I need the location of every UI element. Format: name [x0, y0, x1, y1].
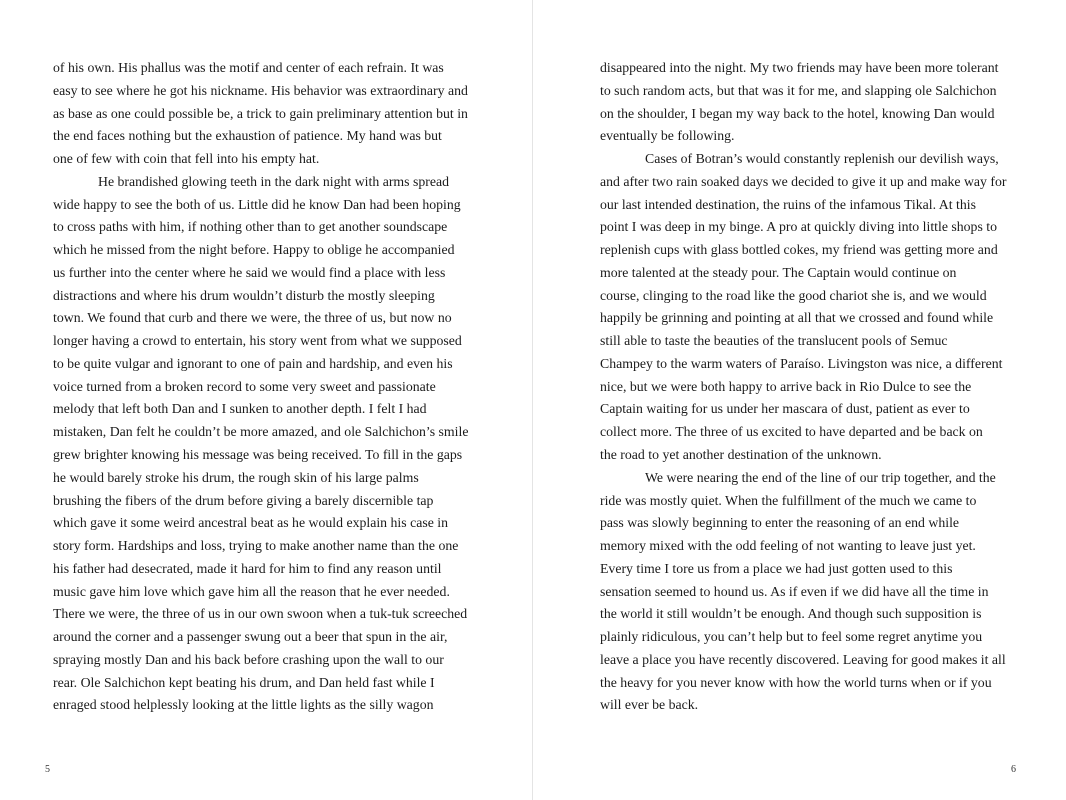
text-line: memory mixed with the odd feeling of not wanting to leave just yet.	[600, 538, 976, 554]
text-line: distractions and where his drum wouldn’t disturb the mostly sleeping	[53, 287, 435, 303]
text-line: our last intended destination, the ruins of the infamous Tikal. At this	[600, 196, 976, 212]
text-line: course, clinging to the road like the good chariot she is, and we would	[600, 287, 987, 303]
paragraph-start-line: Cases of Botran’s would constantly replenish our devilish ways,	[645, 151, 999, 167]
text-line: the road to yet another destination of the unknown.	[600, 447, 882, 463]
text-line: and after two rain soaked days we decided to give it up and make way for	[600, 173, 1007, 189]
right-page	[533, 0, 1066, 800]
text-line: still able to taste the beauties of the translucent pools of Semuc	[600, 333, 948, 349]
text-line: town. We found that curb and there we were, the three of us, but now no	[53, 310, 452, 326]
text-line: longer having a crowd to entertain, his story went from what we supposed	[53, 333, 462, 349]
text-line: the heavy for you never know with how the world turns when or if you	[600, 674, 992, 690]
text-line: mistaken, Dan felt he couldn’t be more amazed, and ole Salchichon’s smile	[53, 424, 469, 440]
text-line: ride was mostly quiet. When the fulfillment of the much we came to	[600, 492, 977, 508]
text-line: rear. Ole Salchichon kept beating his drum, and Dan held fast while I	[53, 674, 435, 690]
text-line: Captain waiting for us under her mascara of dust, patient as ever to	[600, 401, 970, 417]
left-page	[0, 0, 532, 800]
text-line: sensation seemed to hound us. As if even if we did have all the time in	[600, 583, 989, 599]
text-line: melody that left both Dan and I sunken to another depth. I felt I had	[53, 401, 427, 417]
text-line: point I was deep in my binge. A pro at quickly diving into little shops to	[600, 219, 998, 235]
text-line: disappeared into the night. My two friends may have been more tolerant	[600, 60, 999, 75]
text-line: his father had desecrated, made it hard for him to find any reason until	[53, 560, 442, 576]
text-line: happily be grinning and pointing at all that we crossed and found while	[600, 310, 994, 326]
text-line: on the shoulder, I began my way back to the hotel, knowing Dan would	[600, 105, 995, 121]
text-line: plainly ridiculous, you can’t help but to feel some regret anytime you	[600, 629, 983, 645]
text-line: eventually be following.	[600, 128, 735, 144]
text-line: which gave it some weird ancestral beat as he would explain his case in	[53, 515, 448, 531]
text-line: to such random acts, but that was it for me, and slapping ole Salchichon	[600, 82, 997, 98]
text-line: easy to see where he got his nickname. His behavior was extraordinary and	[53, 82, 468, 98]
text-line: There we were, the three of us in our own swoon when a tuk-tuk screeched	[53, 606, 468, 622]
text-line: wide happy to see the both of us. Little did he know Dan had been hoping	[53, 196, 461, 212]
text-line: pass was slowly beginning to enter the reasoning of an end while	[600, 515, 960, 531]
text-line: the end faces nothing but the exhaustion of patience. My hand was but	[53, 128, 442, 144]
text-line: one of few with coin that fell into his empty hat.	[53, 151, 320, 167]
text-line: which he missed from the night before. Happy to oblige he accompanied	[53, 242, 455, 258]
text-line: to be quite vulgar and ignorant to one of pain and hardship, and even his	[53, 355, 453, 371]
text-line: around the corner and a passenger swung out a beer that spun in the air,	[53, 629, 448, 645]
text-line: to cross paths with him, if nothing other than to get another soundscape	[53, 219, 448, 235]
page-number: 6	[1011, 764, 1016, 775]
text-line: brushing the fibers of the drum before giving a barely discernible tap	[53, 492, 434, 508]
text-line: collect more. The three of us excited to have departed and be back on	[600, 424, 983, 440]
text-line: story form. Hardships and loss, trying to make another name than the one	[53, 538, 459, 554]
text-line: Every time I tore us from a place we had just gotten used to this	[600, 560, 953, 576]
text-line: nice, but we were both happy to arrive back in Rio Dulce to see the	[600, 378, 972, 394]
text-line: Champey to the warm waters of Paraíso. Livingston was nice, a different	[600, 355, 1003, 371]
text-line: will ever be back.	[600, 697, 699, 713]
page-number: 5	[45, 764, 50, 775]
text-line: spraying mostly Dan and his back before crashing upon the wall to our	[53, 651, 444, 667]
left-page-text	[53, 57, 468, 717]
text-line: he would barely stroke his drum, the rough skin of his large palms	[53, 469, 419, 485]
text-line: grew brighter knowing his message was being received. To fill in the gaps	[53, 447, 463, 463]
text-line: voice turned from a broken record to some very sweet and passionate	[53, 378, 436, 394]
text-line: the world it still wouldn’t be enough. And though such supposition is	[600, 606, 982, 622]
paragraph-start-line: He brandished glowing teeth in the dark night with arms spread	[98, 173, 449, 189]
text-line: music gave him love which gave him all the reason that he ever needed.	[53, 583, 450, 599]
paragraph-start-line: We were nearing the end of the line of our trip together, and the	[645, 469, 996, 485]
text-line: us further into the center where he said we would find a place with less	[53, 264, 446, 280]
text-line: leave a place you have recently discovered. Leaving for good makes it all	[600, 651, 1006, 667]
text-line: replenish cups with glass bottled cokes, my friend was getting more and	[600, 242, 998, 258]
text-line: more talented at the steady pour. The Captain would continue on	[600, 264, 957, 280]
text-line: enraged stood helplessly looking at the little lights as the silly wagon	[53, 697, 434, 713]
text-line: as base as one could possible be, a trick to gain preliminary attention but in	[53, 105, 468, 121]
text-line: of his own. His phallus was the motif and center of each refrain. It was	[53, 60, 444, 75]
right-page-text	[600, 57, 1006, 717]
